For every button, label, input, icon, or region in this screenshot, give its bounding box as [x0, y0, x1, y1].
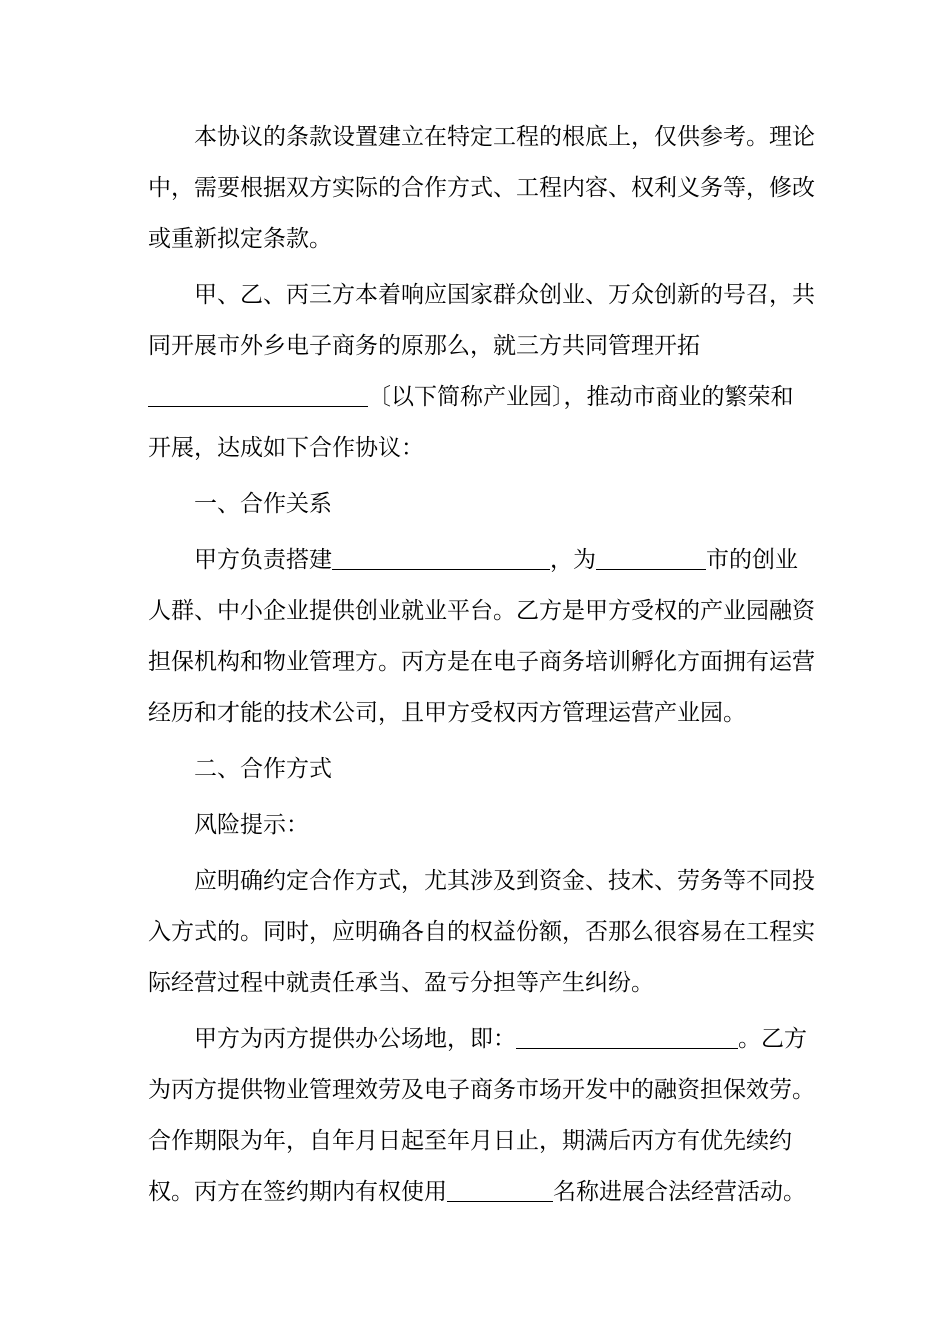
text-line: 际经营过程中就责任承当、盈亏分担等产生纠纷。 [148, 970, 654, 996]
fill-in-blank[interactable] [516, 1047, 738, 1049]
document-page [148, 112, 815, 1218]
text-segment: 市的创业 [706, 547, 798, 573]
text-segment: ，为 [550, 547, 596, 573]
text-line: 担保机构和物业管理方。丙方是在电子商务培训孵化方面拥有运营 [148, 649, 815, 675]
heading-text: 一、合作关系 [194, 491, 332, 517]
section-heading-2 [148, 744, 798, 795]
text-line: 同开展市外乡电子商务的原那么，就三方共同管理开拓 [148, 333, 700, 359]
text-segment: 。乙方 [738, 1026, 807, 1052]
fill-in-blank[interactable] [596, 568, 706, 570]
text-segment: 权。丙方在签约期内有权使用 [148, 1179, 447, 1205]
text-segment: 〔以下简称产业园〕，推动市商业的繁荣和 [368, 384, 794, 410]
section-heading-1 [148, 479, 798, 530]
text-segment: 甲方为丙方提供办公场地，即： [194, 1026, 516, 1052]
text-line: 或重新拟定条款。 [148, 226, 332, 252]
text-line [148, 1014, 807, 1065]
text-line: 经历和才能的技术公司，且甲方受权丙方管理运营产业园。 [148, 700, 746, 726]
text-line [148, 1167, 806, 1218]
text-segment: 名称进展合法经营活动。 [553, 1179, 806, 1205]
heading-text: 二、合作方式 [194, 756, 332, 782]
text-line [148, 535, 798, 586]
text-line: 为丙方提供物业管理效劳及电子商务市场开发中的融资担保效劳。 [148, 1077, 815, 1103]
risk-notice-label [148, 800, 798, 851]
paragraph-disclaimer [148, 112, 815, 265]
text-line: 入方式的。同时，应明确各自的权益份额，否那么很容易在工程实 [148, 919, 815, 945]
paragraph-risk [148, 856, 815, 1009]
fill-in-blank[interactable] [148, 405, 368, 407]
text-line: 风险提示： [194, 812, 309, 838]
text-line: 合作期限为年，自年月日起至年月日止，期满后丙方有优先续约 [148, 1128, 792, 1154]
text-line: 应明确约定合作方式，尤其涉及到资金、技术、劳务等不同投 [194, 868, 815, 894]
text-segment: 甲方负责搭建 [194, 547, 332, 573]
fill-in-blank[interactable] [332, 568, 550, 570]
text-line: 甲、乙、丙三方本着响应国家群众创业、万众创新的号召，共 [194, 282, 815, 308]
text-line: 开展，达成如下合作协议： [148, 435, 424, 461]
text-line [148, 372, 798, 423]
text-line: 中，需要根据双方实际的合作方式、工程内容、权利义务等，修改 [148, 175, 815, 201]
fill-in-blank[interactable] [447, 1200, 553, 1202]
text-line: 人群、中小企业提供创业就业平台。乙方是甲方受权的产业园融资 [148, 598, 815, 624]
text-line: 本协议的条款设置建立在特定工程的根底上，仅供参考。理论 [194, 124, 815, 150]
paragraph-relationship [148, 535, 815, 739]
paragraph-preamble [148, 270, 815, 474]
paragraph-office [148, 1014, 815, 1218]
